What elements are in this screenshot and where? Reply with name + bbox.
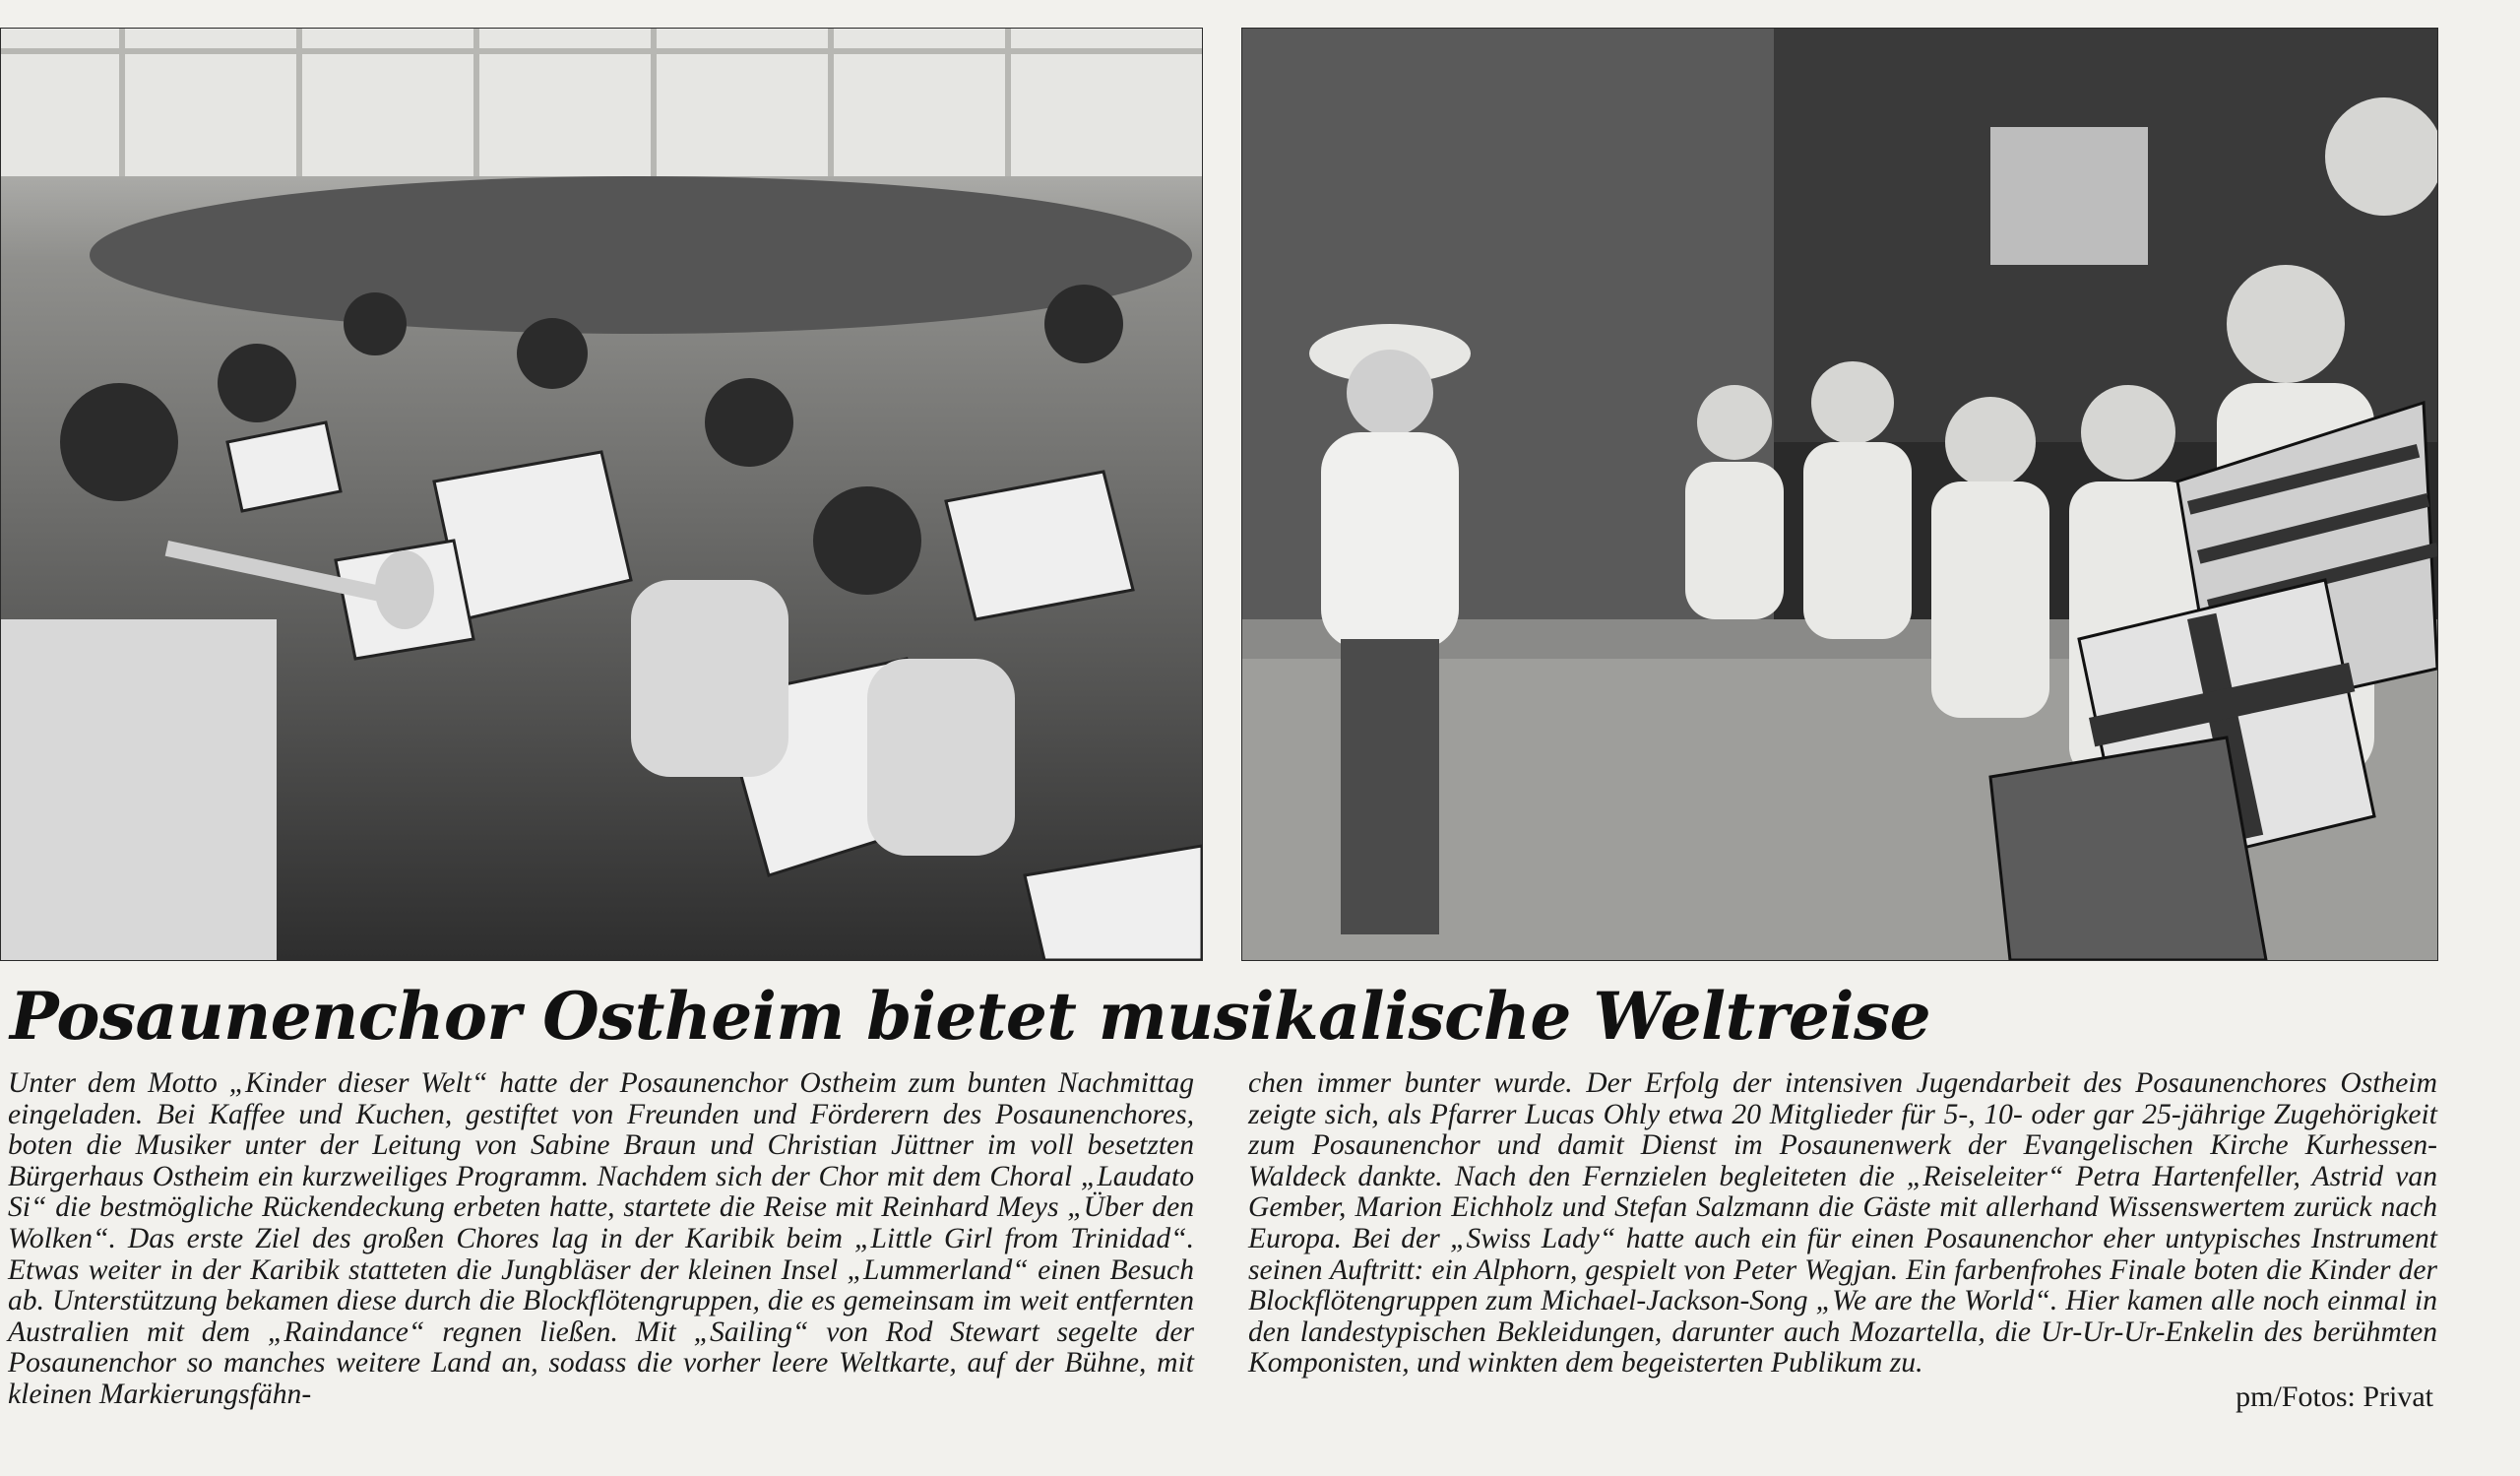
article-column-left: Unter dem Motto „Kinder dieser Welt“ hatte der Posaunenchor Ostheim zum bunten Nachmittag eingeladen. Bei Kaffee und Kuchen, gestiftet von Freunden und Förderern des Posaunenchores, boten die Musiker unter der Leitung von Sabine Braun und Christian Jüttner im voll besetzten Bürgerhaus Ostheim ein kurzweiliges Programm. Nachdem sich der Chor mit dem Choral „Laudato Si“ die bestmögliche Rückendeckung erbeten hatte, startete die Reise mit Reinhard Meys „Über den Wolken“. Das erste Ziel des großen Chores lag in der Karibik beim „Little Girl from Trinidad“. Etwas weiter in der Karibik statteten die Jungbläser der kleinen Insel „Lummerland“ einen Besuch ab. Unterstützung bekamen diese durch die Blockflötengruppen, die es gemeinsam im weit entfernten Australien mit dem „Raindance“ regnen ließen. Mit „Sailing“ von Rod Stewart segelte der Posaunenchor so manches weitere Land an, sodass die vorher leere Weltkarte, auf der Bühne, mit kleinen Markierungsfähn-	[8, 1067, 1194, 1410]
brass-band-photo	[0, 28, 1203, 961]
article-headline: Posaunenchor Ostheim bietet musikalische Weltreise	[10, 978, 1931, 1055]
brass-band-photo-image	[1, 29, 1202, 960]
photo-credit: pm/Fotos: Privat	[2236, 1380, 2433, 1413]
children-recorders-photo-image	[1242, 29, 2437, 960]
children-recorders-photo	[1241, 28, 2438, 961]
article-column-right: chen immer bunter wurde. Der Erfolg der intensiven Jugendarbeit des Posaunenchores Ostheim zeigte sich, als Pfarrer Lucas Ohly etwa 20 Mitglieder für 5-, 10- oder gar 25-jährige Zugehörigkeit zum Posaunenchor und damit Dienst im Posaunenwerk der Evangelischen Kirche Kurhessen-Waldeck dankte. Nach den Fernzielen begleiteten die „Reiseleiter“ Petra Hartenfeller, Astrid van Gember, Marion Eichholz und Stefan Salzmann die Gäste mit allerhand Wissenswertem zurück nach Europa. Bei der „Swiss Lady“ hatte auch ein für einen Posaunenchor eher untypisches Instrument seinen Auftritt: ein Alphorn, gespielt von Peter Wegjan. Ein farbenfrohes Finale boten die Kinder der Blockflötengruppen zum Michael-Jackson-Song „We are the World“. Hier kamen alle noch einmal in den landestypischen Bekleidungen, darunter auch Mozartella, die Ur-Ur-Ur-Enkelin des berühmten Komponisten, und winkten dem begeisterten Publikum zu.	[1248, 1067, 2437, 1380]
